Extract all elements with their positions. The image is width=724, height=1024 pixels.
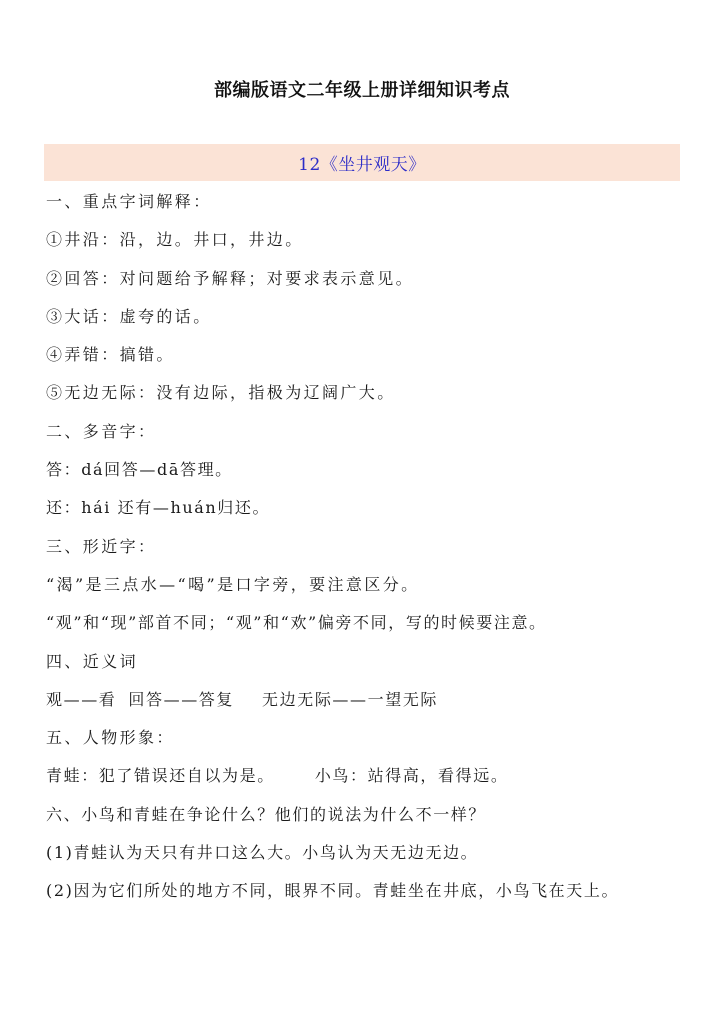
definition-jingyan: ①井沿：沿，边。井口，井边。 [46, 230, 304, 250]
heading-key-words: 一、重点字词解释： [46, 192, 212, 211]
definition-huida: ②回答：对问题给予解释；对要求表示意见。 [46, 268, 415, 288]
similar-ke-he: “渴”是三点水—“喝”是口字旁，要注意区分。 [46, 574, 420, 594]
notes-list [46, 183, 686, 911]
definition-wubianwuji: ⑤无边无际：没有边际，指极为辽阔广大。 [46, 383, 396, 403]
lesson-heading: 12《坐井观天》 [298, 155, 426, 175]
heading-characters: 五、人物形象： [46, 728, 175, 748]
similar-guan-xian-huan: “观”和“现”部首不同；“观”和“欢”偏旁不同，写的时候要注意。 [46, 613, 547, 633]
polyphone-huan: 还：hái 还有—huán归还。 [46, 498, 271, 518]
answer-2: (2)因为它们所处的地方不同，眼界不同。青蛙坐在井底，小鸟飞在天上。 [46, 881, 620, 901]
character-bird: 小鸟：站得高，看得远。 [314, 766, 509, 786]
characters-row [46, 757, 686, 795]
heading-synonyms: 四、近义词 [46, 651, 139, 671]
document-title: 部编版语文二年级上册详细知识考点 [214, 80, 510, 101]
synonyms-row [46, 681, 686, 719]
synonym-pair: 回答——答复 [128, 689, 235, 709]
heading-polyphones: 二、多音字： [46, 421, 157, 441]
answer-1: (1)青蛙认为天只有井口这么大。小鸟认为天无边无边。 [46, 843, 479, 863]
heading-similar-chars: 三、形近字： [46, 536, 157, 556]
definition-dahua: ③大话：虚夸的话。 [46, 306, 212, 326]
character-frog: 青蛙：犯了错误还自以为是。 [46, 766, 275, 786]
synonym-pair: 观——看 [46, 689, 117, 709]
polyphone-da: 答：dá回答—dā答理。 [46, 460, 233, 480]
lesson-heading-banner [44, 144, 680, 181]
synonym-pair: 无边无际——一望无际 [262, 689, 439, 709]
heading-question: 六、小鸟和青蛙在争论什么？他们的说法为什么不一样？ [46, 804, 487, 824]
definition-nongcuo: ④弄错：搞错。 [46, 345, 175, 365]
